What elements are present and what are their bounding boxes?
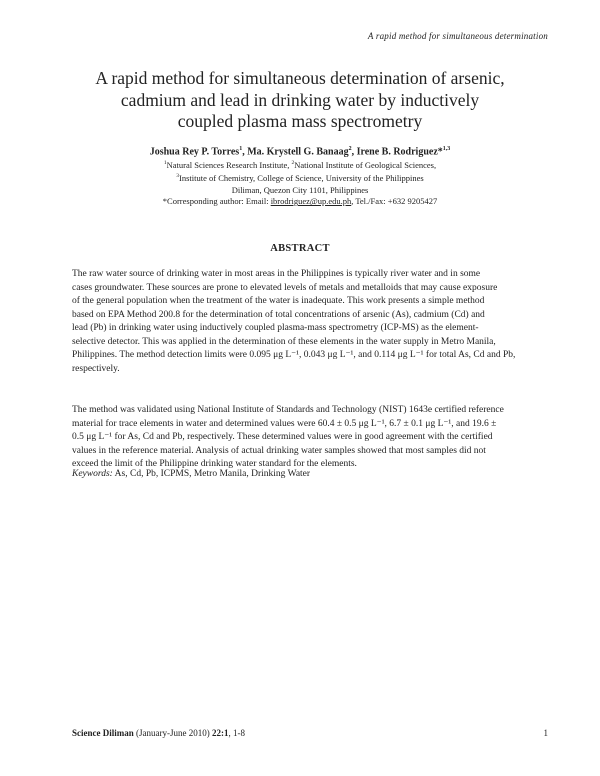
- abstract-paragraph: [72, 404, 550, 472]
- keywords-value: As, Cd, Pb, ICPMS, Metro Manila, Drinking Water: [114, 469, 311, 479]
- affil-mark: 1: [163, 160, 167, 166]
- title-line: coupled plasma mass spectrometry: [177, 111, 423, 131]
- text-line: cases groundwater. These sources are prone to elevated levels of metals and metalloids that may cause exposure: [72, 282, 498, 293]
- text-line: exceed the limit of the Philippine drinking water standard for the elements.: [72, 459, 357, 469]
- text-line: 0.5 μg L⁻¹ for As, Cd and Pb, respectively. These determined values were in good agreement with the certified: [72, 432, 493, 442]
- running-head: A rapid method for simultaneous determination: [367, 31, 548, 41]
- volume-issue: 22:1: [211, 728, 229, 738]
- article-title: [60, 68, 540, 133]
- affiliation-text: National Institute of Geological Sciences,: [294, 159, 437, 170]
- author-affil-mark: 1,3: [442, 146, 451, 152]
- corresponding-label: *Corresponding author: Email:: [162, 196, 271, 207]
- author-separator: ,: [242, 146, 248, 158]
- keywords: [72, 469, 310, 479]
- text-line: values in the reference material. Analysis of actual drinking water samples showed that most samples did not: [72, 445, 486, 456]
- affil-mark: 3: [176, 173, 179, 180]
- affiliation-line: [60, 158, 540, 171]
- corresponding-author: [60, 196, 540, 208]
- affiliation-line: [60, 171, 540, 184]
- text-line: based on EPA Method 200.8 for the determination of total concentrations of arsenic (As), cadmium (Cd) and: [72, 309, 485, 320]
- title-line: cadmium and lead in drinking water by inductively: [120, 89, 480, 110]
- text-line: respectively.: [72, 363, 120, 374]
- abstract-heading: ABSTRACT: [270, 243, 330, 254]
- author-list: [60, 146, 540, 157]
- text-line: lead (Pb) in drinking water using inductively coupled plasma-mass spectrometry (ICP-MS) as the element-: [72, 323, 479, 333]
- journal-name: Science Diliman: [72, 728, 134, 738]
- text-line: Philippines. The method detection limits were 0.095 μg L⁻¹, 0.043 μg L⁻¹, and 0.114 μg L⁻¹ for total As, Cd and Pb,: [72, 350, 516, 360]
- text-line: selective detector. This was applied in the determination of these elements in the water supply in Metro Manila,: [72, 336, 496, 347]
- email-link[interactable]: ibrodriguez@up.edu.ph: [270, 196, 352, 207]
- affiliation-text: Natural Sciences Research Institute,: [166, 159, 292, 170]
- footer-citation: [72, 728, 245, 738]
- title-line: A rapid method for simultaneous determination of arsenic,: [95, 68, 505, 88]
- text-line: The raw water source of drinking water in most areas in the Philippines is typically river water and in some: [72, 269, 481, 279]
- keywords-label: Keywords:: [72, 469, 113, 479]
- author-affil-mark: 2: [348, 146, 352, 152]
- text-line: material for trace elements in water and determined values were 60.4 ± 0.5 μg L⁻¹, 6.7 ± 0.1 μg L⁻¹, and 19.6 ±: [72, 418, 497, 429]
- abstract-paragraph: [72, 268, 550, 376]
- corresponding-phone: , Tel./Fax: +632 9205427: [351, 196, 438, 207]
- page-number: 1: [543, 728, 548, 738]
- text-line: of the general population when the treatment of the water is inadequate. This work presents a simple method: [72, 296, 485, 306]
- text-line: The method was validated using National Institute of Standards and Technology (NIST) 1643e certified reference: [72, 405, 504, 415]
- author-name: Ma. Krystell G. Banaag: [247, 146, 349, 158]
- affiliation-text: Institute of Chemistry, College of Science, University of the Philippines: [179, 173, 424, 184]
- author-name: Irene B. Rodriguez*: [356, 146, 443, 158]
- author-separator: ,: [351, 146, 357, 158]
- author-affil-mark: 1: [239, 146, 243, 152]
- affiliation-line: Diliman, Quezon City 1101, Philippines: [231, 184, 369, 195]
- issue-date: (January-June 2010): [136, 728, 210, 738]
- page-range: , 1-8: [228, 728, 245, 738]
- affil-mark: 2: [291, 160, 295, 166]
- affiliations: [60, 158, 540, 208]
- author-name: Joshua Rey P. Torres: [149, 146, 240, 158]
